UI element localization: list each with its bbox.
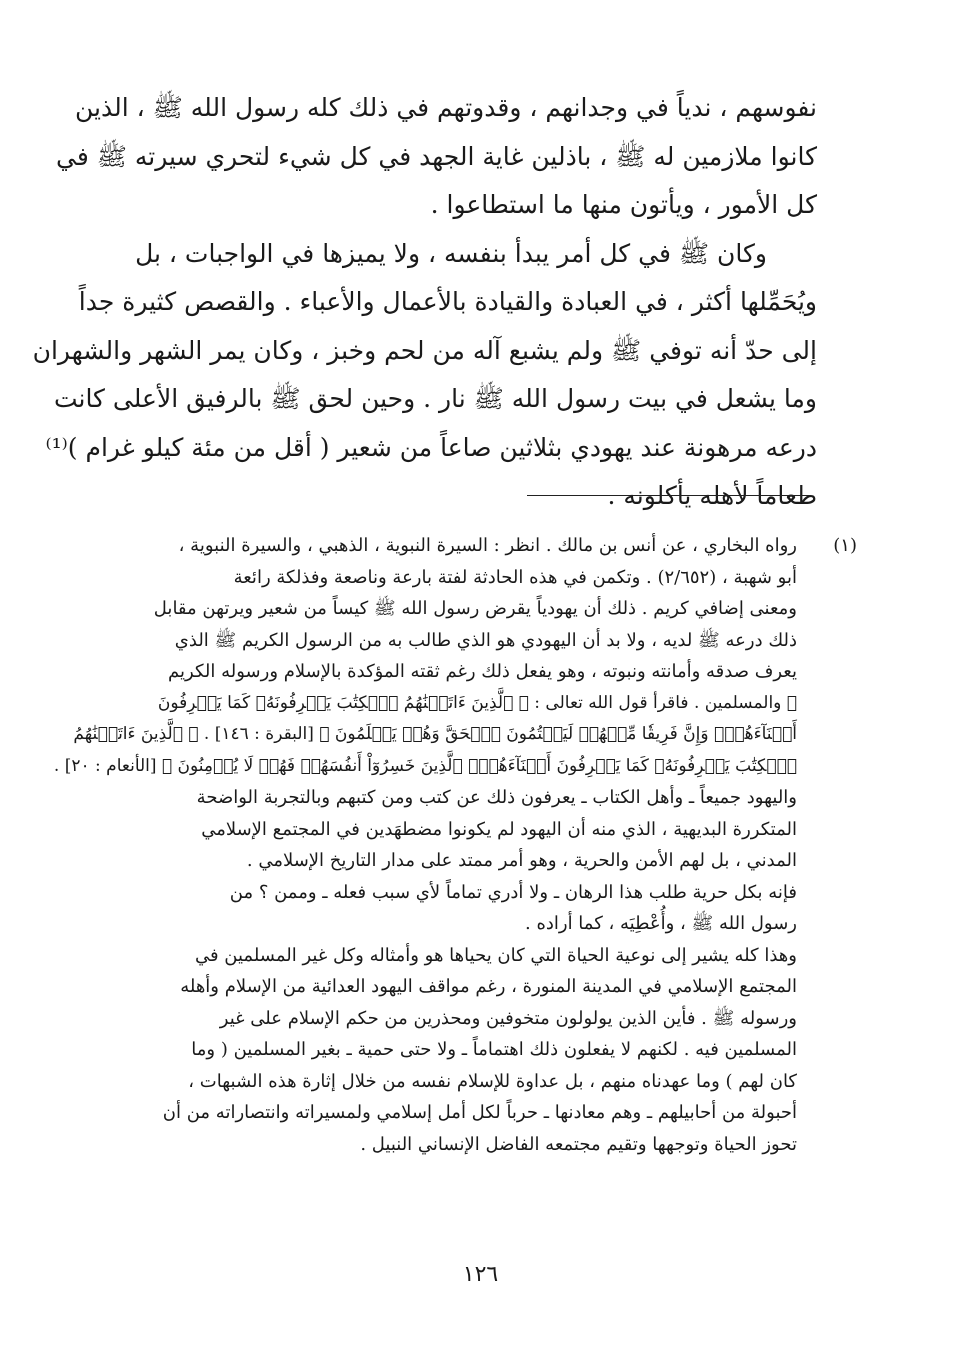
main-line: درعه مرهونة عند يهودي بثلاثين صاعاً من شعير ( أقل من مئة كيلو غرام )⁽¹⁾	[45, 432, 817, 462]
main-line: وكان ﷺ في كل أمر يبدأ بنفسه ، ولا يميزها في الواجبات ، بل	[135, 238, 767, 268]
main-line: وما يشعل في بيت رسول الله ﷺ نار . وحين لحق ﷺ بالرفيق الأعلى كانت	[53, 384, 817, 413]
footnote-line: واليهود جميعاً ـ وأهل الكتاب ـ يعرفون ذلك عن كتب ومن كتبهم وبالتجربة الواضحة	[196, 787, 797, 808]
footnote-line: أبو شهبة ، (٢/٦٥٢) . وتكمن في هذه الحادثة لفتة بارعة وناصعة وفذلكة رائعة	[233, 566, 797, 588]
footnote-line: ومعنى إضافي كريم . ذلك أن يهودياً يقرض رسول الله ﷺ كيساً من شعير ويرتهن مقابل	[153, 598, 797, 619]
footnote-line: فإنه بكل حرية طلب هذا الرهان ـ ولا أدري تماماً لأي سبب فعله ـ وممن ؟ من	[229, 881, 797, 903]
footnote-line: رواه البخاري ، عن أنس بن مالك . انظر : السيرة النبوية ، الذهبي ، والسيرة النبوية ،	[178, 535, 797, 556]
footnote-line: أحبولة من أحابيلهم ـ وهم معادنها ـ حرباً لكل أمل إسلامي ولمسيراته وانتصاراته من أن	[162, 1102, 797, 1123]
page-number: ١٢٦	[462, 1262, 499, 1287]
footnote-line: ذلك درعه ﷺ لديه ، ولا بد أن اليهودي هو الذي طالب به من الرسول الكريم ﷺ الذي	[174, 629, 797, 651]
main-line: إلى حدّ أنه توفي ﷺ ولم يشبع آله من لحم وخبز ، وكان يمر الشهر والشهران	[32, 335, 817, 365]
footnote-line: المدني ، بل لهم الأمن والحرية ، وهو أمر ممتد على مدار التاريخ الإسلامي .	[246, 850, 797, 871]
footnote-line: المجتمع الإسلامي في المدينة المنورة ، رغم مواقف اليهود العدائية من الإسلام وأهله	[180, 976, 797, 997]
footnote	[53, 530, 857, 1160]
footnote-line: المتكررة البديهية ، الذي منه أن اليهود لم يكونوا مضطهَدين في المجتمع الإسلامي	[201, 818, 797, 840]
main-line: ويُحَمِّلها أكثر ، في العبادة والقيادة بالأعمال والأعباء . والقصص كثيرة جداً	[78, 287, 817, 316]
footnote-line: ﷺ والمسلمين . فاقرأ قول الله تعالى : ﴿ ٱلَّذِينَ ءَاتَيۡنَٰهُمُ ٱلۡكِتَٰبَ يَعۡرِفُونَهُۥ كَمَا يَعۡرِفُونَ	[157, 692, 797, 713]
footnote-line: تحوز الحياة وتوجهها وتقيم مجتمعه الفاضل الإنساني النبيل .	[360, 1133, 797, 1155]
footnote-line: يعرف صدقه وأمانته ونبوته ، وهو يفعل ذلك رغم ثقته المؤكدة بالإسلام ورسوله الكريم	[168, 661, 797, 682]
footnote-line: كان لهم ) وما عهدناه منهم ، بل عداوة للإسلام نفسه من خلال إثارة هذه الشبهات ،	[188, 1070, 797, 1092]
main-line: نفوسهم ، ندياً في وجدانهم ، وقدوتهم في ذلك كله رسول الله ﷺ ، الذين	[75, 93, 817, 122]
main-text	[32, 84, 817, 521]
footnote-line: المسلمين فيه . لكنهم لا يفعلون ذلك اهتماماً ـ ولا حتى حمية ـ بغير المسلمين ( وما	[191, 1039, 797, 1060]
main-line: طعاماً لأهله يأكلونه .	[607, 481, 817, 510]
main-line: كانوا ملازمين له ﷺ ، باذلين غاية الجهد في كل شيء لتحري سيرته ﷺ في	[56, 141, 817, 171]
footnote-line: أَبۡنَآءَهُمۡۖ وَإِنَّ فَرِيقٗا مِّنۡهُمۡ لَيَكۡتُمُونَ ٱلۡحَقَّ وَهُمۡ يَعۡلَمُونَ ﴾ [البقرة : ١٤٦] . ﴿ ٱلَّذِينَ ءَاتَيۡنَٰهُمُ	[73, 724, 797, 744]
footnote-line: ورسوله ﷺ . فأين الذين يولولون متخوفين ومحذرين من حكم الإسلام على غير	[219, 1007, 797, 1029]
main-line: كل الأمور ، ويأتون منها ما استطاعوا .	[430, 190, 817, 219]
footnote-number: (١)	[833, 535, 857, 556]
footnote-line: رسول الله ﷺ ، وأُعْطِيَه ، كما أراده .	[525, 913, 797, 934]
footnote-line: وهذا كله يشير إلى نوعية الحياة التي كان يحياها هو وأمثاله وكل غير المسلمين في	[194, 944, 797, 966]
footnote-body	[53, 530, 797, 1160]
footnote-line: ٱلۡكِتَٰبَ يَعۡرِفُونَهُۥ كَمَا يَعۡرِفُونَ أَبۡنَآءَهُمُۘ ٱلَّذِينَ خَسِرُوٓاْ أَنفُسَهُمۡ فَهُمۡ لَا يُؤۡمِنُونَ ﴾ [الأنعام : ٢٠] .	[53, 755, 797, 776]
footnote-separator	[527, 495, 810, 496]
